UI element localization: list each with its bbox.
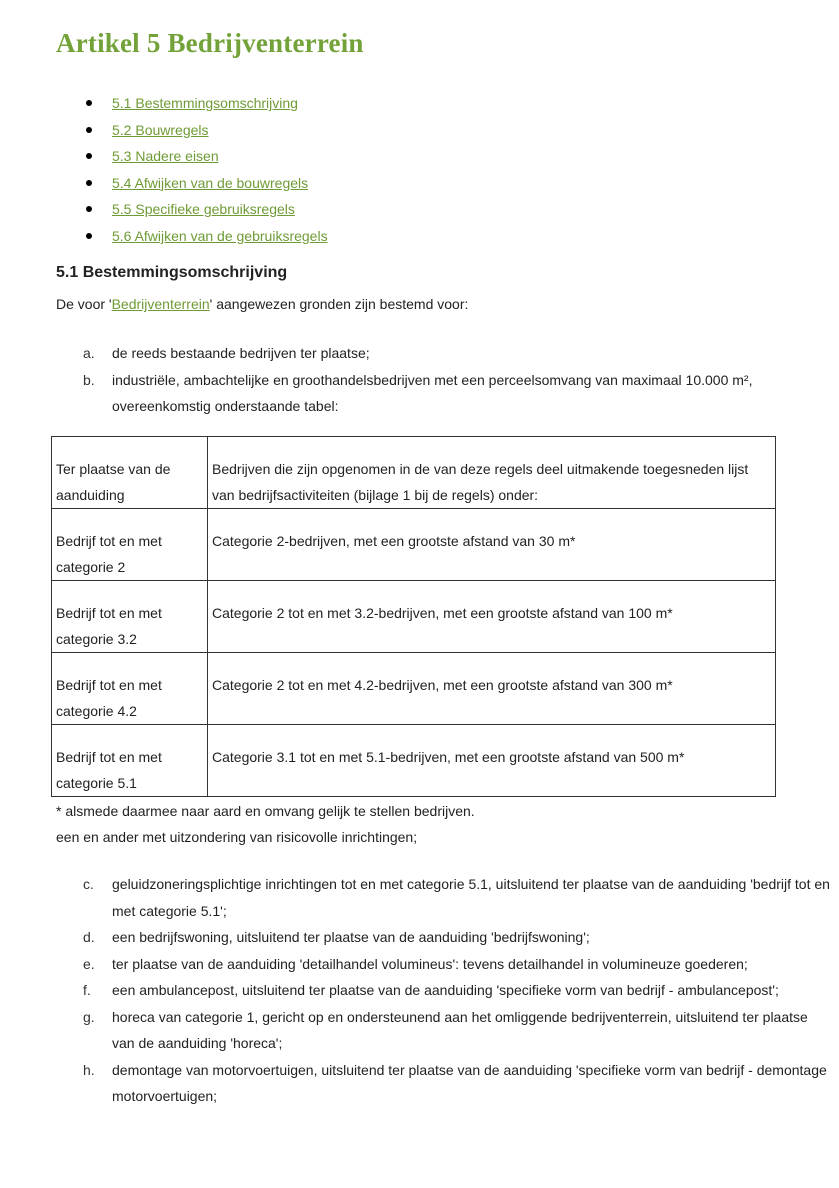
table-header-row xyxy=(52,437,776,509)
toc-link-5-6[interactable]: 5.6 Afwijken van de gebruiksregels xyxy=(112,227,328,244)
list-item xyxy=(56,977,832,1004)
bullet-icon xyxy=(86,180,92,186)
bullet-icon xyxy=(86,153,92,159)
table-cell: Categorie 2-bedrijven, met een grootste afstand van 30 m* xyxy=(208,509,776,581)
list-item xyxy=(56,951,832,978)
list-item xyxy=(56,924,832,951)
bullet-icon xyxy=(86,100,92,106)
intro-text-before: De voor ' xyxy=(56,296,112,312)
bullet-icon xyxy=(86,206,92,212)
list-item xyxy=(56,1004,832,1057)
list-item xyxy=(56,871,832,924)
intro-paragraph xyxy=(56,294,468,314)
list-item xyxy=(56,340,832,367)
list-item-label: e. xyxy=(83,955,95,972)
list-item-text: geluidzoneringsplichtige inrichtingen tot en met categorie 5.1, uitsluitend ter plaatse van de aanduiding 'bedrijf tot en met categorie 5.1'; xyxy=(112,876,830,919)
purpose-list-c-h xyxy=(56,871,832,1110)
table-row xyxy=(52,653,776,725)
list-item-label: g. xyxy=(83,1008,95,1025)
toc-link-5-4[interactable]: 5.4 Afwijken van de bouwregels xyxy=(112,174,309,191)
list-item-label: h. xyxy=(83,1061,95,1078)
toc-item xyxy=(86,92,328,119)
list-item xyxy=(56,1057,832,1110)
list-item-text: demontage van motorvoertuigen, uitsluitend ter plaatse van de aanduiding 'specifieke vorm van bedrijf - demontage motorvoertuigen; xyxy=(112,1061,827,1104)
list-item-text: horeca van categorie 1, gericht op en ondersteunend aan het omliggende bedrijventerrein, uitsluitend ter plaatse van de aanduiding 'horeca'; xyxy=(112,1008,808,1051)
table-row xyxy=(52,581,776,653)
category-table xyxy=(51,436,776,797)
table-header-cell: Bedrijven die zijn opgenomen in de van deze regels deel uitmakende toegesneden lijst van bedrijfsactiviteiten (bijlage 1 bij de regels) onder: xyxy=(208,437,776,509)
list-item-text: een bedrijfswoning, uitsluitend ter plaatse van de aanduiding 'bedrijfswoning'; xyxy=(112,929,590,945)
table-of-contents xyxy=(86,92,328,252)
bullet-icon xyxy=(86,233,92,239)
table-row xyxy=(52,725,776,797)
table-row xyxy=(52,509,776,581)
list-item-label: c. xyxy=(83,876,94,892)
table-cell: Bedrijf tot en met categorie 4.2 xyxy=(52,653,208,725)
list-item-text: industriële, ambachtelijke en groothandelsbedrijven met een perceelsomvang van maximaal 10.000 m², overeenkomstig onderstaande tabel: xyxy=(112,371,753,414)
toc-link-5-3[interactable]: 5.3 Nadere eisen xyxy=(112,148,219,165)
intro-text-after: ' aangewezen gronden zijn bestemd voor: xyxy=(209,296,469,312)
toc-link-5-5[interactable]: 5.5 Specifieke gebruiksregels xyxy=(112,201,295,218)
footnote-line: * alsmede daarmee naar aard en omvang gelijk te stellen bedrijven. xyxy=(56,803,475,819)
page-title: Artikel 5 Bedrijventerrein xyxy=(56,28,364,58)
table-cell: Bedrijf tot en met categorie 2 xyxy=(52,509,208,581)
purpose-list-a-b xyxy=(56,340,832,420)
list-item-text: de reeds bestaande bedrijven ter plaatse; xyxy=(112,345,370,361)
footnote-line: een en ander met uitzondering van risicovolle inrichtingen; xyxy=(56,829,418,845)
toc-item xyxy=(86,198,328,225)
list-item-text: een ambulancepost, uitsluitend ter plaatse van de aanduiding 'specifieke vorm van bedrijf - ambulancepost'; xyxy=(112,982,779,998)
table-cell: Bedrijf tot en met categorie 3.2 xyxy=(52,581,208,653)
toc-item xyxy=(86,145,328,172)
list-item-label: b. xyxy=(83,371,95,388)
section-heading: 5.1 Bestemmingsomschrijving xyxy=(56,264,288,281)
toc-item xyxy=(86,172,328,199)
list-item-label: d. xyxy=(83,929,95,945)
toc-item xyxy=(86,225,328,252)
table-cell: Categorie 2 tot en met 3.2-bedrijven, met een grootste afstand van 100 m* xyxy=(208,581,776,653)
table-cell: Categorie 3.1 tot en met 5.1-bedrijven, met een grootste afstand van 500 m* xyxy=(208,725,776,797)
table-footnote xyxy=(56,798,475,850)
toc-link-5-1[interactable]: 5.1 Bestemmingsomschrijving xyxy=(112,95,298,111)
table-cell: Categorie 2 tot en met 4.2-bedrijven, met een grootste afstand van 300 m* xyxy=(208,653,776,725)
list-item xyxy=(56,367,832,420)
toc-item xyxy=(86,119,328,146)
table-header-cell: Ter plaatse van de aanduiding xyxy=(52,437,208,509)
list-item-label: a. xyxy=(83,345,95,361)
definition-link-bedrijventerrein[interactable]: Bedrijventerrein xyxy=(111,296,210,312)
list-item-text: ter plaatse van de aanduiding 'detailhandel volumineus': tevens detailhandel in volumineuze goederen; xyxy=(112,955,748,972)
toc-link-5-2[interactable]: 5.2 Bouwregels xyxy=(112,121,209,138)
bullet-icon xyxy=(86,127,92,133)
list-item-label: f. xyxy=(83,982,91,998)
table-cell: Bedrijf tot en met categorie 5.1 xyxy=(52,725,208,797)
